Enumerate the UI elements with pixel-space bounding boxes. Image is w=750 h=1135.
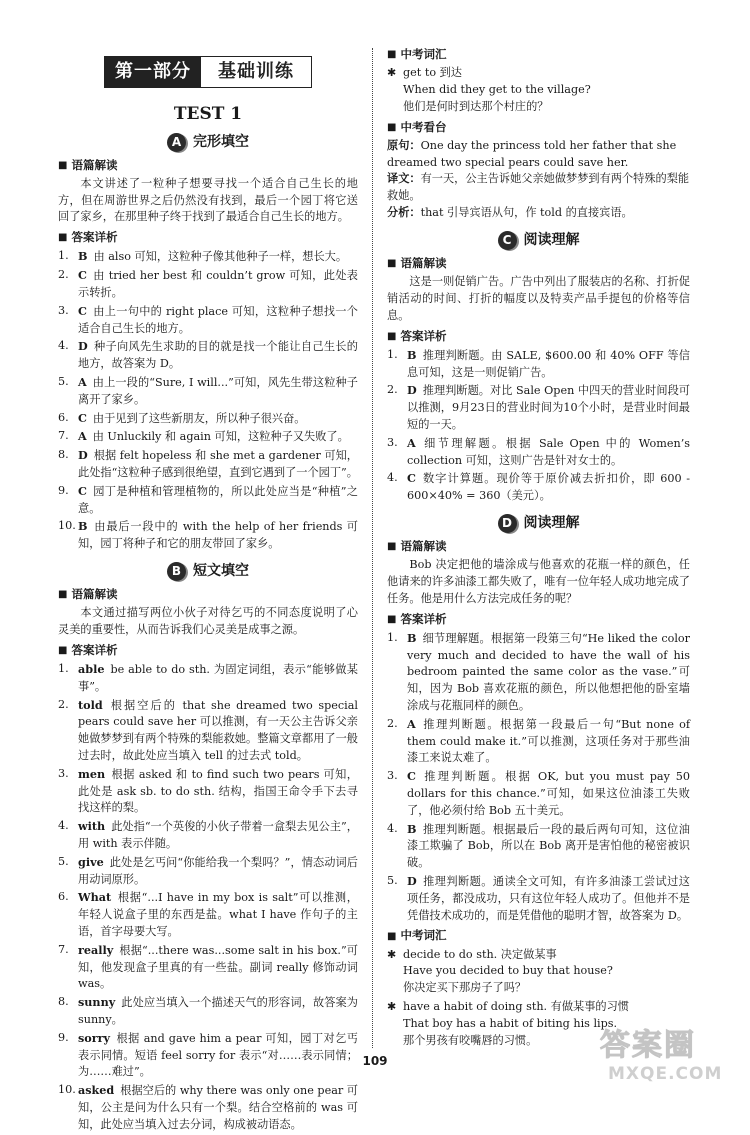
vocab-phrase-row xyxy=(387,947,690,964)
section-a-answers-heading xyxy=(58,229,358,246)
section-c-passage: 这是一则促销广告。广告中列出了服装店的名称、打折促销活动的时间、打折的幅度以及特卖产品手提包的价格等信息。 xyxy=(387,275,690,322)
answer-key: What xyxy=(78,890,112,905)
answer-key: A xyxy=(78,429,87,444)
answer-text: 根据 felt hopeless 和 she met a gardener 可知，此处指“这粒种子感到很绝望，直到它遇到了一个园丁”。 xyxy=(78,449,358,479)
section-a-badge-icon: A xyxy=(167,133,186,152)
answer-explanation xyxy=(78,428,358,446)
answer-key: sorry xyxy=(78,1030,111,1045)
vocab-2-head-label: 中考词汇 xyxy=(400,928,447,943)
answer-explanation xyxy=(407,435,690,470)
answer-explanation xyxy=(78,818,358,853)
answer-number: 3. xyxy=(58,766,69,780)
answer-number: 1. xyxy=(387,347,398,361)
kanta-heading xyxy=(387,119,690,136)
answer-item xyxy=(58,248,358,266)
section-b-badge-icon: B xyxy=(167,562,186,581)
answer-explanation xyxy=(78,248,358,266)
section-b-passage-heading xyxy=(58,586,358,603)
answer-item xyxy=(58,428,358,446)
section-d-badge-icon: D xyxy=(498,514,517,533)
answer-explanation xyxy=(78,267,358,302)
answer-key: D xyxy=(78,339,88,354)
answer-explanation xyxy=(78,483,358,518)
section-c-answer-list xyxy=(387,347,690,505)
kanta-source-label: 原句： xyxy=(387,138,421,152)
answer-text: 根据空后的 that she dreamed two special pears could save her 可以推测，有一天公主告诉父亲她做梦梦到有两个特殊的梨能救她。整篇文章都用了一般过去时，故此处应当填入 tell 的过去式 told。 xyxy=(78,698,358,763)
answer-number: 10. xyxy=(58,519,76,533)
vocab-example: That boy has a habit of biting his lips. xyxy=(403,1016,618,1030)
kanta-translation-text: 有一天，公主告诉她父亲她做梦梦到有两个特殊的梨能救她。 xyxy=(387,172,690,203)
answer-text: 园丁是种植和管理植物的，所以此处应当是“种植”之意。 xyxy=(78,484,358,515)
watermark-line-2: MXQE.COM xyxy=(608,1064,723,1084)
answer-number: 2. xyxy=(58,268,69,282)
square-bullet-icon: ■ xyxy=(387,541,397,553)
answer-text: 推理判断题。由 SALE, $600.00 和 40% OFF 等信息可知，这是一则促销广告。 xyxy=(407,348,690,379)
section-d-passage-heading xyxy=(387,538,690,555)
answer-number: 4. xyxy=(58,339,69,353)
section-a-passage-heading xyxy=(58,157,358,174)
kanta-source-text: One day the princess told her father that she dreamed two special pears could save her. xyxy=(387,138,677,169)
answer-text: 此处指“一个英俊的小伙子带着一盒梨去见公主”，用 with 表示伴随。 xyxy=(78,820,358,850)
kanta-translation-label: 译文： xyxy=(387,172,421,186)
answer-key: B xyxy=(407,347,417,362)
kanta-analysis-label: 分析： xyxy=(387,206,421,220)
answer-explanation xyxy=(78,994,358,1029)
answer-explanation xyxy=(407,716,690,767)
vocab-phrase: get to 到达 xyxy=(403,66,462,80)
part-name: 基础训练 xyxy=(201,57,311,87)
answer-explanation xyxy=(78,374,358,409)
answer-text: 由 tried her best 和 couldn’t grow 可知，此处表示转折。 xyxy=(78,269,358,299)
answer-explanation xyxy=(78,447,358,482)
section-c-title: 阅读理解 xyxy=(523,231,580,248)
answer-key: D xyxy=(78,448,88,463)
section-a-answer-list xyxy=(58,248,358,553)
vocab-example: 你决定买下那房子了吗？ xyxy=(403,981,527,995)
answer-item xyxy=(58,766,358,817)
answer-number: 5. xyxy=(58,374,69,388)
answer-explanation xyxy=(78,338,358,373)
square-bullet-icon: ■ xyxy=(58,232,68,244)
answer-item xyxy=(58,410,358,428)
answer-key: give xyxy=(78,854,104,869)
answer-item xyxy=(387,435,690,470)
vocab-entry xyxy=(387,947,690,997)
answer-key: B xyxy=(78,249,88,264)
answer-item xyxy=(58,661,358,696)
answer-text: 数字计算题。现价等于原价减去折扣价，即 600 - 600×40% = 360（美元）。 xyxy=(407,472,690,503)
answer-text: 根据空后的 why there was only one pear 可知，公主是问为什么只有一个梨。结合空格前的 was 可知，此处应当填入过去分词，构成被动语态。 xyxy=(78,1084,358,1131)
vocab-phrase-row xyxy=(387,65,690,82)
answer-item xyxy=(387,716,690,767)
answer-explanation xyxy=(78,1082,358,1133)
answer-key: C xyxy=(78,268,87,283)
answer-item xyxy=(58,267,358,302)
part-title-banner xyxy=(104,56,312,88)
answer-number: 8. xyxy=(58,995,69,1009)
answer-item xyxy=(58,697,358,765)
kanta-head-label: 中考看台 xyxy=(400,119,447,134)
answer-key: A xyxy=(407,435,416,450)
answer-item xyxy=(387,873,690,924)
watermark-logo xyxy=(600,1028,740,1098)
vocab-example: Have you decided to buy that house? xyxy=(403,964,613,978)
answer-text: 此处应当填入一个描述天气的形容词，故答案为 sunny。 xyxy=(78,996,358,1026)
vocab-1-list xyxy=(387,65,690,115)
answer-key: C xyxy=(78,483,87,498)
kanta-translation xyxy=(387,171,690,205)
answer-explanation xyxy=(78,766,358,817)
answer-text: 由于见到了这些新朋友，所以种子很兴奋。 xyxy=(92,411,306,425)
square-bullet-icon: ■ xyxy=(387,930,397,942)
section-d-header xyxy=(387,513,690,534)
asterisk-icon: ✱ xyxy=(387,66,397,80)
answer-text: 由最后一段中的 with the help of her friends 可知，园丁将种子和它的朋友带回了家乡。 xyxy=(78,520,358,551)
answer-text: 推理判断题。对比 Sale Open 中四天的营业时间段可以推测，9月23日的营业时间为10个小时，是营业时间最短的一天。 xyxy=(407,384,690,431)
answer-explanation xyxy=(78,661,358,696)
answer-item xyxy=(58,338,358,373)
answer-key: C xyxy=(407,769,416,784)
answer-text: be able to do sth. 为固定词组，表示“能够做某事”。 xyxy=(78,663,358,693)
answer-text: 细节理解题。根据 Sale Open 中的 Women’s collection 可知，这则广告是针对女士的。 xyxy=(407,436,690,467)
answer-explanation xyxy=(78,942,358,993)
answer-number: 5. xyxy=(387,873,398,887)
section-c-header xyxy=(387,230,690,251)
vocab-phrase: decide to do sth. 决定做某事 xyxy=(403,947,557,961)
answer-number: 3. xyxy=(387,435,398,449)
right-column xyxy=(387,44,690,1051)
answer-explanation xyxy=(407,821,690,872)
kanta-analysis-text: that 引导宾语从句，作 told 的直接宾语。 xyxy=(420,206,633,220)
answer-explanation xyxy=(78,518,358,553)
answer-explanation xyxy=(78,410,358,428)
answer-explanation xyxy=(407,873,690,924)
section-d-answers-head-label: 答案详析 xyxy=(400,611,447,626)
answer-item xyxy=(58,889,358,940)
section-a-passage: 本文讲述了一粒种子想要寻找一个适合自己生长的地方，但在周游世界之后仍然没有找到，最后一个园丁将它送回了家乡，在那里种子终于找到了最适合自己生长的地方。 xyxy=(58,176,358,224)
answer-explanation xyxy=(78,303,358,338)
answer-text: 由上一句中的 right place 可知，这粒种子想找一个适合自己生长的地方。 xyxy=(78,304,358,335)
square-bullet-icon: ■ xyxy=(387,613,397,625)
answer-explanation xyxy=(407,630,690,715)
answer-item xyxy=(58,483,358,518)
answer-key: asked xyxy=(78,1083,115,1098)
vocab-2-heading xyxy=(387,927,690,944)
part-label: 第一部分 xyxy=(105,57,201,87)
answer-key: men xyxy=(78,766,106,781)
section-d-title: 阅读理解 xyxy=(523,514,580,531)
section-b-passage-head-label: 语篇解读 xyxy=(71,586,118,601)
square-bullet-icon: ■ xyxy=(387,258,397,269)
answer-number: 1. xyxy=(58,662,69,676)
answer-text: 推理判断题。根据第一段最后一句“But none of them could make it.”可以推测，这项任务对于那些油漆工来说太难了。 xyxy=(407,717,690,765)
answer-key: C xyxy=(78,410,87,425)
answer-item xyxy=(58,374,358,409)
answer-text: 推理判断题。通读全文可知，有许多油漆工尝试过这项任务，都没成功，只有这位年轻人成功了。但他并不是凭借技术成功的，而是凭借他的聪明才智，故答案为 D。 xyxy=(407,874,690,922)
answer-number: 3. xyxy=(387,769,398,783)
vocab-phrase: have a habit of doing sth. 有做某事的习惯 xyxy=(403,1000,629,1014)
vocab-1-head-label: 中考词汇 xyxy=(400,47,447,61)
answer-item xyxy=(58,994,358,1029)
answer-key: D xyxy=(407,873,417,888)
answer-number: 5. xyxy=(58,854,69,868)
answer-key: B xyxy=(407,821,417,836)
section-c-answers-head-label: 答案详析 xyxy=(400,328,447,343)
section-d-answers-heading xyxy=(387,611,690,628)
vocab-1-heading xyxy=(387,46,690,63)
answer-number: 1. xyxy=(387,630,398,644)
section-c-badge-icon: C xyxy=(498,231,517,250)
square-bullet-icon: ■ xyxy=(387,330,397,342)
answer-key: really xyxy=(78,942,114,957)
kanta-source xyxy=(387,138,690,172)
section-a-passage-head-label: 语篇解读 xyxy=(71,157,118,172)
answer-item xyxy=(58,447,358,482)
section-d-passage: Bob 决定把他的墙涂成与他喜欢的花瓶一样的颜色，任他请来的许多油漆工都失败了，唯有一位年轻人成功地完成了任务。他是用什么方法完成任务的呢？ xyxy=(387,558,690,605)
square-bullet-icon: ■ xyxy=(58,159,68,171)
section-b-passage: 本文通过描写两位小伙子对待乞丐的不同态度说明了心灵美的重要性，从而告诉我们心灵美是成事之源。 xyxy=(58,606,358,636)
answer-item xyxy=(387,630,690,715)
square-bullet-icon: ■ xyxy=(387,49,397,61)
answer-explanation xyxy=(78,697,358,765)
answer-text: 根据“...there was...some salt in his box.”可知，他发现盒子里真的有一些盐。副词 really 修饰动词 was。 xyxy=(78,943,358,991)
answer-explanation xyxy=(407,470,690,505)
answer-text: 由上一段的“Sure, I will...”可知，风先生带这粒种子离开了家乡。 xyxy=(78,375,358,406)
answer-number: 7. xyxy=(58,429,69,443)
watermark-line-1: 答案圈 xyxy=(600,1028,696,1063)
answer-text: 根据“...I have in my box is salt”可以推测，年轻人说盒子里的东西是盐。what I have 作句子的主语，首字母要大写。 xyxy=(78,891,358,938)
answer-number: 2. xyxy=(387,716,398,730)
answer-number: 4. xyxy=(387,821,398,835)
answer-text: 推理判断题。根据最后一段的最后两句可知，这位油漆工欺骗了 Bob，所以在 Bob 离开是害怕他的秘密被识破。 xyxy=(407,822,690,870)
answer-number: 2. xyxy=(58,697,69,711)
answer-explanation xyxy=(407,347,690,382)
answer-number: 4. xyxy=(58,819,69,833)
section-b-header xyxy=(58,561,358,582)
asterisk-icon: ✱ xyxy=(387,1000,397,1014)
page-number: 109 xyxy=(362,1054,388,1068)
answer-item xyxy=(387,821,690,872)
answer-number: 3. xyxy=(58,303,69,317)
answer-key: D xyxy=(407,383,417,398)
answer-number: 4. xyxy=(387,471,398,485)
answer-key: B xyxy=(407,630,417,645)
answer-key: sunny xyxy=(78,995,116,1010)
answer-text: 推理判断题。根据 OK, but you must pay 50 dollars for this chance.”可知，如果这位油漆工失败了，他必须付给 Bob 五十美元。 xyxy=(407,770,690,817)
vocab-example: 那个男孩有咬嘴唇的习惯。 xyxy=(403,1033,538,1047)
answer-explanation xyxy=(407,768,690,819)
section-a-title: 完形填空 xyxy=(193,133,249,150)
answer-item xyxy=(387,470,690,505)
answer-number: 9. xyxy=(58,483,69,497)
answer-number: 8. xyxy=(58,448,69,462)
square-bullet-icon: ■ xyxy=(387,121,397,133)
answer-number: 1. xyxy=(58,249,69,263)
answer-key: A xyxy=(407,716,416,731)
square-bullet-icon: ■ xyxy=(58,589,68,601)
asterisk-icon: ✱ xyxy=(387,947,397,961)
answer-text: 根据 asked 和 to find such two pears 可知，此处是 ask sb. to do sth. 结构，指国王命令手下去寻找这样的梨。 xyxy=(78,767,358,815)
answer-item xyxy=(58,303,358,338)
answer-key: told xyxy=(78,697,103,712)
answer-number: 6. xyxy=(58,410,69,424)
section-b-answers-heading xyxy=(58,642,358,659)
section-b-title: 短文填空 xyxy=(193,562,249,579)
answer-number: 7. xyxy=(58,942,69,956)
answer-number: 6. xyxy=(58,890,69,904)
answer-item xyxy=(58,1082,358,1133)
answer-number: 10. xyxy=(58,1083,76,1097)
section-d-answer-list xyxy=(387,630,690,925)
answer-explanation xyxy=(78,889,358,940)
vocab-example: 他们是何时到达那个村庄的？ xyxy=(403,99,549,113)
square-bullet-icon: ■ xyxy=(58,644,68,656)
vocab-phrase-row xyxy=(387,999,690,1016)
answer-number: 2. xyxy=(387,383,398,397)
answer-key: B xyxy=(78,519,88,534)
answer-explanation xyxy=(407,382,690,433)
section-c-passage-head-label: 语篇解读 xyxy=(400,255,447,270)
vocab-entry xyxy=(387,65,690,115)
left-column xyxy=(58,44,358,1135)
kanta-analysis xyxy=(387,205,690,222)
section-d-passage-head-label: 语篇解读 xyxy=(400,538,447,553)
answer-item xyxy=(387,768,690,819)
answer-text: 由 Unluckily 和 again 可知，这粒种子又失败了。 xyxy=(92,430,349,444)
section-a-answers-head-label: 答案详析 xyxy=(71,230,118,245)
section-b-answers-head-label: 答案详析 xyxy=(71,642,118,657)
answer-item xyxy=(387,382,690,433)
answer-text: 细节理解题。根据第一段第三句“He liked the color very much and decided to have the wall of his bedroom painted the same color as the vase.”可知，因为 Bob 喜欢花瓶的颜色，所以他想把他的卧室墙涂成与花瓶同样的颜色。 xyxy=(407,631,690,713)
answer-item xyxy=(58,854,358,889)
answer-item xyxy=(58,942,358,993)
section-c-answers-heading xyxy=(387,328,690,345)
answer-item xyxy=(58,518,358,553)
answer-key: C xyxy=(78,303,87,318)
answer-explanation xyxy=(78,854,358,889)
column-divider xyxy=(372,48,373,1048)
test-title: TEST 1 xyxy=(173,104,243,124)
answer-item xyxy=(58,818,358,853)
answer-item xyxy=(387,347,690,382)
answer-key: A xyxy=(78,374,87,389)
section-a-header xyxy=(58,132,358,153)
answer-text: 由 also 可知，这粒种子像其他种子一样，想长大。 xyxy=(93,250,348,264)
answer-key: with xyxy=(78,819,106,834)
answer-key: able xyxy=(78,662,105,677)
section-c-passage-heading xyxy=(387,255,690,272)
answer-key: C xyxy=(407,471,416,486)
vocab-example: When did they get to the village? xyxy=(403,83,591,97)
answer-text: 此处是乞丐问“你能给我一个梨吗？”，情态动词后用动词原形。 xyxy=(78,855,358,886)
answer-text: 种子向风先生求助的目的就是找一个能让自己生长的地方，故答案为 D。 xyxy=(78,340,358,371)
answer-text: 根据 and gave him a pear 可知，园丁对乞丐表示同情。短语 feel sorry for 表示“对……表示同情；为……难过”。 xyxy=(78,1031,358,1079)
answer-number: 9. xyxy=(58,1030,69,1044)
